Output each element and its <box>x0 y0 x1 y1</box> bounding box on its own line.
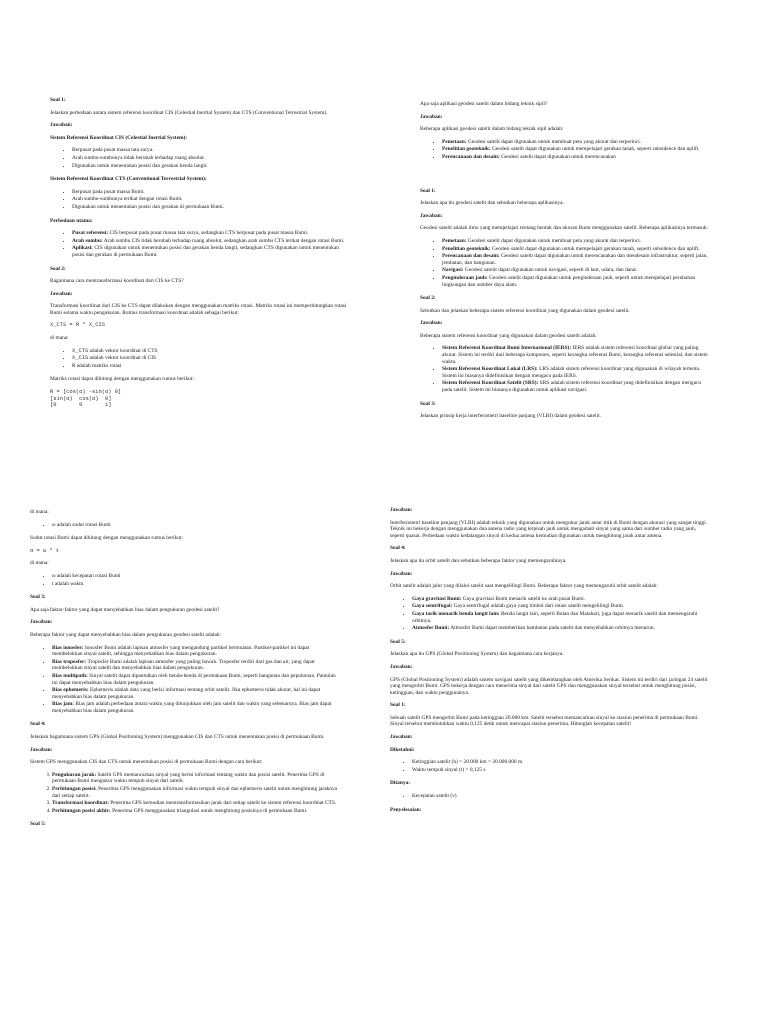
question-text: Jelaskan perbedaan antara sistem referensi koordinat CIS (Celestial Inertial System) dan CTS (Conventional Terrestrial System). <box>50 109 328 116</box>
question-title: Soal 5: <box>30 821 46 828</box>
question-text: Apa saja faktor-faktor yang dapat menyebabkan bias dalam pengukuran geodesi satelit? <box>30 606 220 613</box>
list-item: • Bias ionosfer: Ionosfer Bumi adalah lapisan atmosfer yang mengandung partikel bermuatan. Partikel-partikel ini dapat membelokkan sinyal satelit, sehingga menyebabkan bias dalam pengukuran. <box>52 645 340 658</box>
list-item: • Perencanaan dan desain: Geodesi satelit dapat digunakan untuk merencanakan dan mendesain infrastruktur, seperti jalan, jembatan, dan bangunan. <box>442 253 710 266</box>
where-list <box>30 522 340 529</box>
answer-label: Jawaban: <box>390 507 413 513</box>
where-list <box>30 573 340 587</box>
list-item: • X_CTS adalah vektor koordinat di CTS <box>72 348 350 355</box>
question-title: Soal 3: <box>30 594 46 601</box>
known-list <box>390 759 710 773</box>
answer-label: Jawaban: <box>420 113 443 120</box>
list-item: • ω adalah sudut rotasi Bumi <box>52 522 340 529</box>
section-heading-differences: Perbedaan utama: <box>50 217 93 224</box>
question-text: Jelaskan apa itu geodesi satelit dan sebutkan beberapa aplikasinya. <box>420 200 564 207</box>
question-title: Soal 1: <box>50 97 66 103</box>
answer-text: Matriks rotasi dapat dihitung dengan menggunakan rumus berikut: <box>50 376 194 383</box>
solution-label: Penyelesaian: <box>390 806 422 813</box>
answer-label: Jawaban: <box>30 746 53 753</box>
answer-text: Transformasi koordinat dari CIS ke CTS dapat dilakukan dengan menggunakan matriks rotasi. Matriks rotasi ini memperhitungkan rotasi Bumi selama waktu pengukuran. Rumus transformasi koordinat adalah sebagai berikut: <box>50 303 347 316</box>
differences-list <box>50 230 350 258</box>
list-item: • Navigasi: Geodesi satelit dapat digunakan untuk navigasi, seperti di laut, udara, dan darat. <box>442 267 710 274</box>
list-item: 2. Perhitungan posisi: Penerima GPS menggunakan informasi waktu tempuh sinyal dan ephemeris satelit untuk menghitung jaraknya dari setiap satelit. <box>52 786 340 799</box>
list-item: • Kecepatan satelit (v) <box>412 793 710 800</box>
answer-text: Sudut rotasi Bumi dapat dihitung dengan menggunakan rumus berikut: <box>30 535 184 542</box>
question-text: Jelaskan apa itu orbit satelit dan sebutkan beberapa faktor yang memengaruhinya. <box>390 557 567 564</box>
list-item: • Pemetaan: Geodesi satelit dapat digunakan untuk membuat peta yang akurat dan terperinci. <box>442 238 710 245</box>
list-item: • Aplikasi: CIS digunakan untuk menentukan posisi dan gerakan benda langit, sedangkan CTS digunakan untuk menentukan posisi dan gerakan di permukaan Bumi. <box>72 245 350 258</box>
page-quadrant-top-right <box>420 101 710 426</box>
question-title: Soal 1: <box>420 187 436 194</box>
answer-text: Orbit satelit adalah jalur yang dilalui satelit saat mengelilingi Bumi. Beberapa faktor yang memengaruhi orbit satelit adalah: <box>390 583 658 590</box>
answer-label: Jawaban: <box>30 619 53 626</box>
list-item: • Arah sumbu-sumbunya terikat dengan rotasi Bumi. <box>72 196 350 203</box>
question-title: Soal 4: <box>30 721 46 728</box>
question-title: Soal 4: <box>390 545 406 552</box>
where-label: di mana: <box>30 560 49 567</box>
answer-text: Sistem GPS menggunakan CIS dan CTS untuk menentukan posisi di permukaan Bumi dengan cara berikut: <box>30 759 263 766</box>
list-item: • Pemetaan: Geodesi satelit dapat digunakan untuk membuat peta yang akurat dan terperinci. <box>442 139 710 146</box>
question-text: Jelaskan prinsip kerja interferometri baseline panjang (VLBI) dalam geodesi satelit. <box>420 413 601 420</box>
question-title: Soal 3: <box>420 400 436 407</box>
answer-label: Jawaban: <box>390 734 413 741</box>
cis-list <box>50 147 350 169</box>
question-text: Jelaskan apa itu GPS (Global Positioning System) dan bagaimana cara kerjanya. <box>390 651 564 658</box>
answer-text: GPS (Global Positioning System) adalah sistem navigasi satelit yang dikembangkan oleh Amerika Serikat. Sistem ini terdiri dari jaringan 24 satelit yang mengorbit Bumi. GPS bekerja dengan cara menerima sinyal dari satelit GPS dan menggunakan sinyal tersebut untuk menghitung posisi, ketinggian, dan waktu penggunanya. <box>390 676 708 696</box>
question-text: Sebutkan dan jelaskan beberapa sistem referensi koordinat yang digunakan dalam geodesi satelit. <box>420 307 630 314</box>
applications-list <box>420 238 710 288</box>
reference-systems-list <box>420 345 710 393</box>
list-item: • Atmosfer Bumi: Atmosfer Bumi dapat memberikan hambatan pada satelit dan menyebabkan orbitnya menurun. <box>412 625 710 632</box>
list-item: • Digunakan untuk menentukan posisi dan gerakan benda langit. <box>72 163 350 170</box>
section-heading-cts: Sistem Referensi Koordinat CTS (Conventional Terrestrial System): <box>50 176 207 183</box>
list-item: • Penelitian geoteknik: Geodesi satelit dapat digunakan untuk mempelajari gerakan tanah, seperti subsidence dan uplift. <box>442 146 710 153</box>
list-item: • Arah sumbu: Arah sumbu CIS tidak berubah terhadap ruang absolut, sedangkan arah sumbu CTS terikat dengan rotasi Bumi. <box>72 238 350 245</box>
list-item: • Penginderaan jauh: Geodesi satelit dapat digunakan untuk penginderaan jauh, seperti untuk mempelajari perubahan lingkungan dan sumber daya alam. <box>442 275 710 288</box>
list-item: • Ketinggian satelit (h) = 20.000 km = 20.000.000 m <box>412 759 710 766</box>
question-title: Soal 1: <box>390 702 406 709</box>
answer-label: Jawaban: <box>390 663 413 670</box>
answer-text: Geodesi satelit adalah ilmu yang mempelajari tentang bentuk dan ukuran Bumi menggunakan satelit. Beberapa aplikasinya termasuk: <box>420 225 709 232</box>
list-item: • Gaya tarik menarik benda langit lain: Benda langit lain, seperti Bulan dan Matahari, juga dapat menarik satelit dan memengaruhi orbitnya. <box>412 611 710 624</box>
question-title: Soal 5: <box>390 638 406 645</box>
list-item: • Berpusat pada pusat massa Bumi. <box>72 189 350 196</box>
section-heading-cis: Sistem Referensi Koordinat CIS (Celestial Inertial System): <box>50 134 188 141</box>
formula-block: X_CTS = R * X_CIS <box>50 322 105 329</box>
answer-text: Beberapa aplikasi geodesi satelit dalam bidang teknik sipil adalah: <box>420 126 564 133</box>
bias-list <box>30 645 340 715</box>
answer-label: Jawaban: <box>50 122 73 129</box>
list-item: • X_CIS adalah vektor koordinat di CIS <box>72 355 350 362</box>
where-list <box>50 348 350 370</box>
list-item: • Berpusat pada pusat massa tata surya. <box>72 147 350 154</box>
list-item: • Bias multipath: Sinyal satelit dapat dipantulkan oleh benda-benda di permukaan Bumi, seperti bangunan dan pepohonan. Pantulan ini dapat menyebabkan bias dalam pengukuran. <box>52 673 340 686</box>
list-item: • Gaya sentrifugal: Gaya sentrifugal adalah gaya yang timbul dari rotasi satelit mengelilingi Bumi. <box>412 603 710 610</box>
question-text: Bagaimana cara mentransformasi koordinat dari CIS ke CTS? <box>50 278 184 285</box>
list-item: 4. Perhitungan posisi akhir: Penerima GPS menggunakan triangulasi untuk menghitung posisinya di permukaan Bumi. <box>52 808 340 815</box>
matrix-block: R = [cos(α) -sin(α) 0] [sin(α) cos(α) 0] [0 0 1] <box>50 389 122 409</box>
asked-label: Ditanya: <box>390 780 411 787</box>
formula-block: α = ω * t <box>30 547 60 554</box>
list-item: 3. Transformasi koordinat: Penerima GPS kemudian mentransformasikan jarak dari setiap satelit ke sistem referensi koordinat CTS. <box>52 800 340 807</box>
list-item: • Bias ephemeris: Ephemeris adalah data yang berisi informasi tentang orbit satelit. Jika ephemeris tidak akurat, hal ini dapat menyebabkan bias dalam pengukuran. <box>52 687 340 700</box>
question-title: Soal 2: <box>420 295 436 302</box>
list-item: 1. Pengukuran jarak: Satelit GPS memancarkan sinyal yang berisi informasi tentang waktu dan posisi satelit. Penerima GPS di permukaan Bumi mengukur waktu tempuh sinyal dari satelit. <box>52 772 340 785</box>
list-item: • Digunakan untuk menentukan posisi dan gerakan di permukaan Bumi. <box>72 204 350 211</box>
list-item: • ω adalah kecepatan rotasi Bumi <box>52 573 340 580</box>
list-item: • Bias jam: Bias jam adalah perbedaan antara waktu yang ditunjukkan oleh jam satelit dan waktu yang sebenarnya. Bias jam dapat menyebabkan bias dalam pengukuran. <box>52 701 340 714</box>
list-item: • R adalah matriks rotasi <box>72 363 350 370</box>
list-item: • Sistem Referensi Koordinat Satelit (SRS): SRS adalah sistem referensi koordinat yang didefinisikan dengan mengacu pada satelit. Sistem ini biasanya digunakan untuk aplikasi navigasi. <box>442 380 710 393</box>
list-item: • Waktu tempuh sinyal (t) = 0,125 s <box>412 767 710 774</box>
page-quadrant-bottom-left <box>30 509 340 834</box>
asked-list <box>390 793 710 800</box>
page-quadrant-top-left <box>50 97 350 415</box>
known-label: Diketahui: <box>390 746 415 753</box>
answer-text: Beberapa sistem referensi koordinat yang digunakan dalam geodesi satelit adalah: <box>420 332 597 339</box>
where-label: di mana: <box>30 509 49 515</box>
answer-text: Interferometri baseline panjang (VLBI) adalah teknik yang digunakan untuk mengukur jarak antar titik di Bumi dengan akurasi yang sangat tinggi. Teknik ini bekerja dengan menggunakan dua antena radio yang terpisah jauh untuk mengamati sinyal yang sama dari sumber radio yang jauh, seperti quasar. Perbedaan waktu kedatangan sinyal di kedua antena kemudian digunakan untuk menghitung jarak antar antena. <box>390 519 708 539</box>
answer-label: Jawaban: <box>50 290 73 297</box>
list-item: • Perencanaan dan desain: Geodesi satelit dapat digunakan untuk merencanakan <box>442 154 710 161</box>
cts-list <box>50 189 350 211</box>
list-item: • Pusat referensi: CIS berpusat pada pusat massa tata surya, sedangkan CTS berpusat pada pusat massa Bumi. <box>72 230 350 237</box>
where-label: di mana: <box>50 335 69 342</box>
answer-text: Beberapa faktor yang dapat menyebabkan bias dalam pengukuran geodesi satelit adalah: <box>30 631 221 638</box>
question-text: Apa saja aplikasi geodesi satelit dalam bidang teknik sipil? <box>420 101 548 107</box>
question-title: Soal 2: <box>50 265 66 272</box>
applications-list <box>420 139 710 161</box>
list-item: • Bias troposfer: Troposfer Bumi adalah lapisan atmosfer yang paling bawah. Troposfer terdiri dari gas dan air, yang dapat membelokkan sinyal satelit dan menyebabkan bias dalam pengukuran. <box>52 659 340 672</box>
list-item: • t adalah waktu <box>52 581 340 588</box>
list-item: • Sistem Referensi Koordinat Bumi Internasional (IERS): IERS adalah sistem referensi koordinat global yang paling akurat. Sistem ini terdiri dari beberapa komponen, seperti kerangka referensi Bumi, kerangka referensi selestial, dan sistem waktu. <box>442 345 710 365</box>
orbit-factors-list <box>390 596 710 632</box>
answer-label: Jawaban: <box>390 570 413 577</box>
answer-label: Jawaban: <box>420 212 443 219</box>
gps-steps-list <box>30 772 340 815</box>
list-item: • Gaya gravitasi Bumi: Gaya gravitasi Bumi menarik satelit ke arah pusat Bumi. <box>412 596 710 603</box>
list-item: • Arah sumbu-sumbunya tidak berubah terhadap ruang absolut. <box>72 155 350 162</box>
answer-label: Jawaban: <box>420 320 443 327</box>
list-item: • Sistem Referensi Koordinat Lokal (LRS): LRS adalah sistem referensi koordinat yang digunakan di wilayah tertentu. Sistem ini biasanya didefinisikan dengan mengacu pada IERS. <box>442 366 710 379</box>
list-item: • Penelitian geoteknik: Geodesi satelit dapat digunakan untuk mempelajari gerakan tanah, seperti subsidence dan uplift. <box>442 246 710 253</box>
question-text: Sebuah satelit GPS mengorbit Bumi pada ketinggian 20.000 km. Satelit tersebut memancarkan sinyal ke stasiun penerima di permukaan Bumi. Sinyal tersebut membutuhkan waktu 0,125 detik untuk mencapai stasiun penerima. Hitunglah kecepatan satelit! <box>390 714 699 728</box>
question-text: Jelaskan bagaimana sistem GPS (Global Positioning System) menggunakan CIS dan CTS untuk menentukan posisi di permukaan Bumi. <box>30 734 325 741</box>
page-quadrant-bottom-right <box>390 507 710 819</box>
